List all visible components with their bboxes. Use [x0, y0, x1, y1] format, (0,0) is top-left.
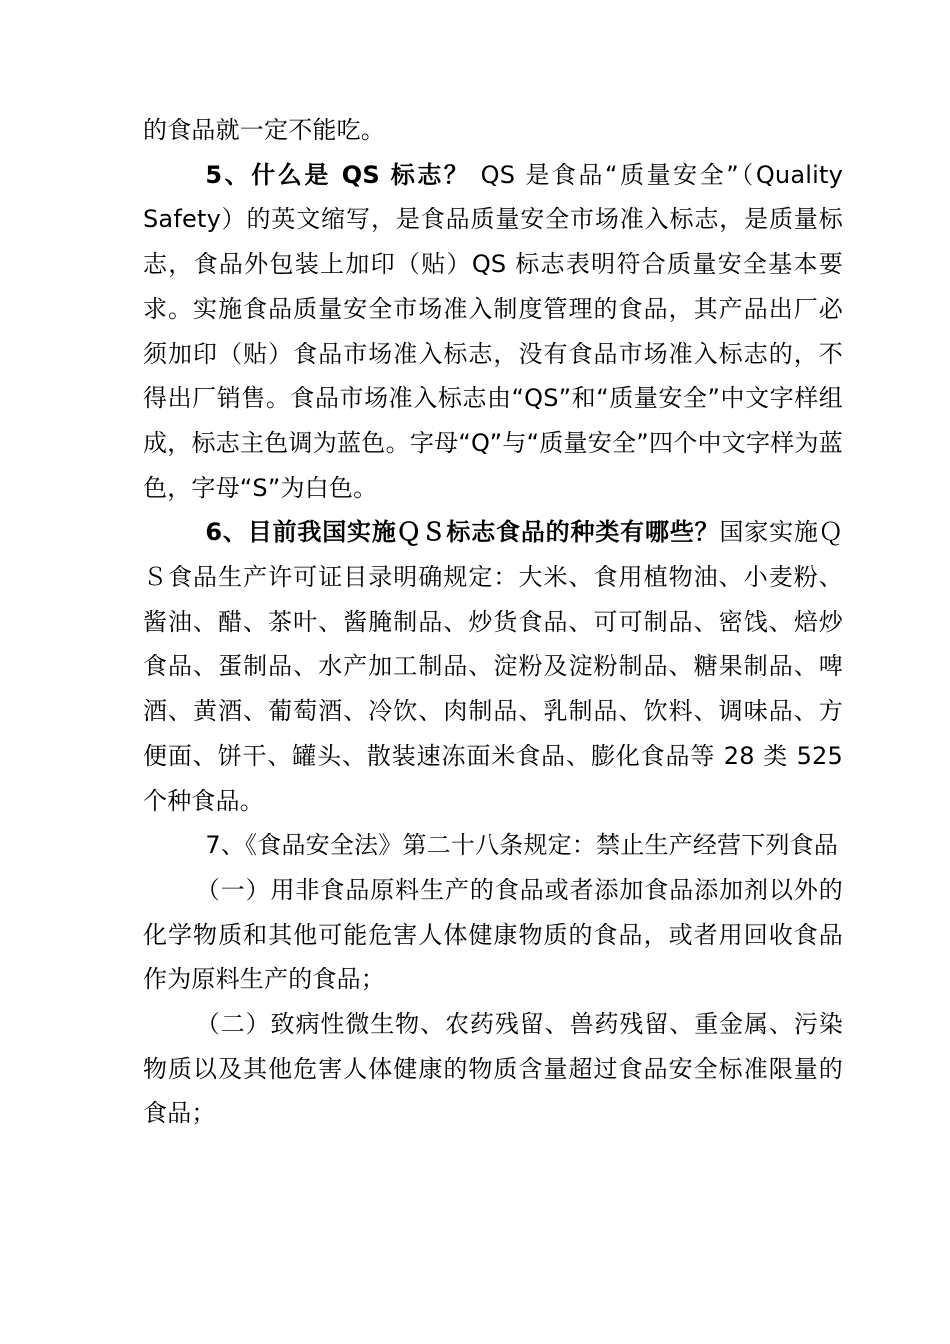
paragraph-law-article-28: 7、《食品安全法》第二十八条规定：禁止生产经营下列食品	[205, 831, 839, 860]
paragraph-qs-categories	[143, 510, 843, 823]
answer-body-5: QS 是食品“质量安全”（Quality Safety）的英文缩写，是食品质量安全市场准入标志，是质量标志，食品外包装上加印（贴）QS 标志表明符合质量安全基本要求。实施食品质量安全市场准入制度管理的食品，其产品出厂必须加印（贴）食品市场准入标志，没有食品市场准入标志的，不得出厂销售。食品市场准入标志由“QS”和“质量安全”中文字样组成，标志主色调为蓝色。字母“Q”与“质量安全”四个中文字样为蓝色，字母“S”为白色。	[143, 160, 843, 502]
question-heading-6: 6、目前我国实施ＱＳ标志食品的种类有哪些？	[205, 518, 720, 547]
paragraph-qs-definition	[143, 153, 843, 511]
answer-body-6: 国家实施ＱＳ食品生产许可证目录明确规定：大米、食用植物油、小麦粉、酱油、醋、茶叶、酱腌制品、炒货食品、可可制品、密饯、焙炒食品、蛋制品、水产加工制品、淀粉及淀粉制品、糖果制品、啤酒、黄酒、葡萄酒、冷饮、肉制品、乳制品、饮料、调味品、方便面、饼干、罐头、散装速冻面米食品、膨化食品等 28 类 525 个种食品。	[143, 518, 843, 815]
document-page	[143, 108, 843, 1136]
paragraph-continuation: 的食品就一定不能吃。	[143, 116, 385, 144]
question-heading-5: 5、什么是 QS 标志？	[205, 160, 471, 189]
paragraph-clause-1: （一）用非食品原料生产的食品或者添加食品添加剂以外的化学物质和其他可能危害人体健康物质的食品，或者用回收食品作为原料生产的食品；	[143, 875, 843, 994]
paragraph-clause-2: （二）致病性微生物、农药残留、兽药残留、重金属、污染物质以及其他危害人体健康的物质含量超过食品安全标准限量的食品；	[143, 1010, 843, 1128]
